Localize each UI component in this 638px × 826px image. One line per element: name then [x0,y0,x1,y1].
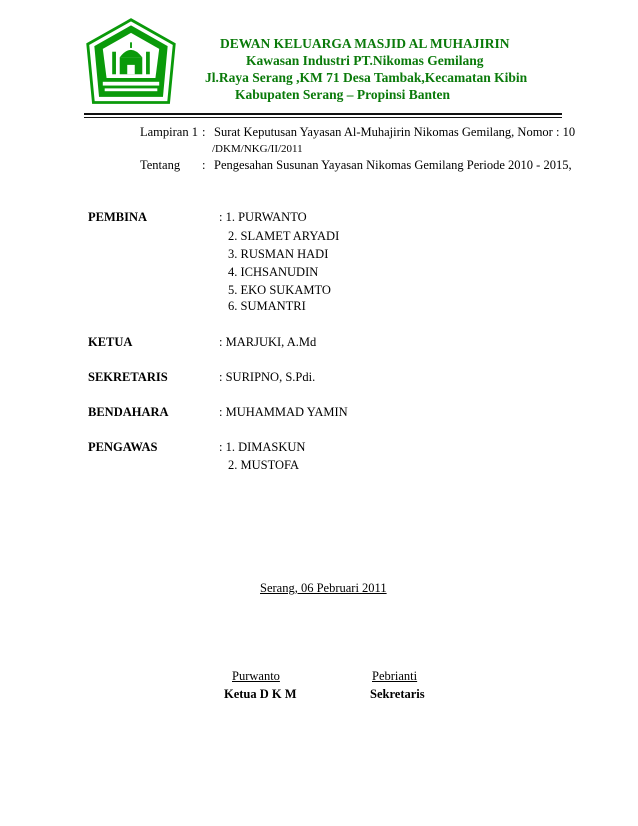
bendahara-label: BENDAHARA [88,405,169,419]
pembina-member: : 1. PURWANTO [219,210,307,224]
lampiran-colon: : [202,125,206,139]
pengawas-member: : 1. DIMASKUN [219,440,306,454]
signature-right-name: Pebrianti [372,669,418,683]
mosque-emblem-icon [84,16,178,110]
header-organization-name: DEWAN KELUARGA MASJID AL MUHAJIRIN [220,36,510,51]
header-rule-thin [84,117,562,118]
pembina-member: 3. RUSMAN HADI [228,247,329,261]
pengawas-member: 2. MUSTOFA [228,458,300,472]
ketua-value: : MARJUKI, A.Md [219,335,317,349]
pembina-member: 6. SUMANTRI [228,299,306,313]
signature-left-name: Purwanto [232,669,280,683]
sekretaris-label: SEKRETARIS [88,370,168,384]
tentang-colon: : [202,158,206,172]
lampiran-label: Lampiran 1 [140,125,198,139]
header-rule-thick [84,113,562,115]
signature-right-title: Sekretaris [370,687,425,701]
sekretaris-value: : SURIPNO, S.Pdi. [219,370,316,384]
tentang-label: Tentang [140,158,181,172]
ketua-label: KETUA [88,335,133,349]
tentang-text: Pengesahan Susunan Yayasan Nikomas Gemilang Periode 2010 - 2015, [214,158,572,172]
signature-left-title: Ketua D K M [224,687,297,701]
place-date: Serang, 06 Pebruari 2011 [260,581,387,595]
header-address: Jl.Raya Serang ,KM 71 Desa Tambak,Kecamatan Kibin [205,70,528,85]
lampiran-number: /DKM/NKG/II/2011 [212,143,303,155]
pembina-member: 2. SLAMET ARYADI [228,229,340,243]
bendahara-value: : MUHAMMAD YAMIN [219,405,348,419]
pembina-member: 5. EKO SUKAMTO [228,283,331,297]
pembina-member: 4. ICHSANUDIN [228,265,319,279]
lampiran-text: Surat Keputusan Yayasan Al-Muhajirin Nikomas Gemilang, Nomor : 10 [214,125,576,139]
header-area: Kawasan Industri PT.Nikomas Gemilang [246,53,484,68]
pengawas-label: PENGAWAS [88,440,158,454]
pembina-label: PEMBINA [88,210,148,224]
header-region: Kabupaten Serang – Propinsi Banten [235,87,451,102]
